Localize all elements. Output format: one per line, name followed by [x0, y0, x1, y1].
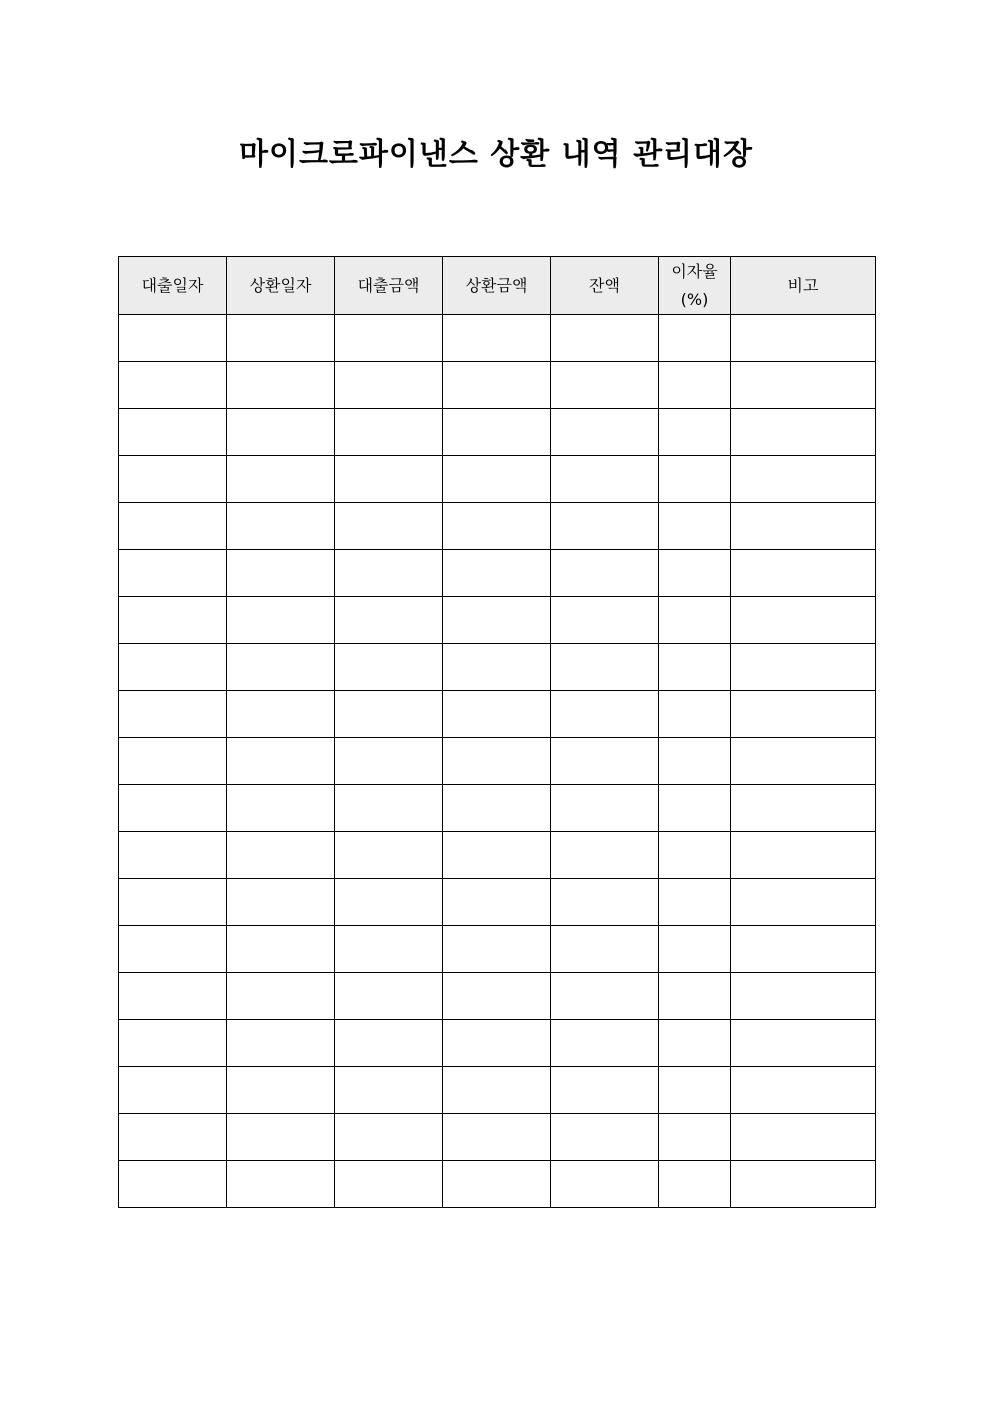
cell-interest-rate[interactable]	[659, 503, 731, 550]
cell-repayment-date[interactable]	[227, 644, 335, 691]
cell-remarks[interactable]	[731, 926, 876, 973]
cell-loan-date[interactable]	[119, 691, 227, 738]
cell-loan-date[interactable]	[119, 456, 227, 503]
cell-loan-amount[interactable]	[335, 1161, 443, 1208]
cell-interest-rate[interactable]	[659, 785, 731, 832]
cell-loan-amount[interactable]	[335, 362, 443, 409]
cell-remarks[interactable]	[731, 550, 876, 597]
cell-repayment-amount[interactable]	[443, 832, 551, 879]
cell-loan-amount[interactable]	[335, 503, 443, 550]
cell-balance[interactable]	[551, 1114, 659, 1161]
cell-repayment-date[interactable]	[227, 879, 335, 926]
header-row	[119, 257, 876, 315]
column-header-loan-amount: 대출금액	[335, 257, 443, 315]
table-row	[119, 1020, 876, 1067]
cell-repayment-date[interactable]	[227, 973, 335, 1020]
interest-rate-label: 이자율	[671, 261, 718, 281]
cell-balance[interactable]	[551, 1067, 659, 1114]
cell-loan-amount[interactable]	[335, 738, 443, 785]
cell-loan-date[interactable]	[119, 503, 227, 550]
cell-remarks[interactable]	[731, 503, 876, 550]
cell-interest-rate[interactable]	[659, 973, 731, 1020]
cell-repayment-date[interactable]	[227, 785, 335, 832]
cell-repayment-date[interactable]	[227, 550, 335, 597]
cell-balance[interactable]	[551, 597, 659, 644]
table-row	[119, 409, 876, 456]
cell-remarks[interactable]	[731, 362, 876, 409]
cell-repayment-date[interactable]	[227, 832, 335, 879]
cell-balance[interactable]	[551, 644, 659, 691]
cell-balance[interactable]	[551, 315, 659, 362]
cell-loan-amount[interactable]	[335, 1067, 443, 1114]
cell-interest-rate[interactable]	[659, 879, 731, 926]
cell-loan-amount[interactable]	[335, 597, 443, 644]
cell-remarks[interactable]	[731, 785, 876, 832]
cell-repayment-amount[interactable]	[443, 1114, 551, 1161]
table-body	[119, 315, 876, 1208]
cell-remarks[interactable]	[731, 456, 876, 503]
cell-repayment-amount[interactable]	[443, 362, 551, 409]
cell-loan-date[interactable]	[119, 409, 227, 456]
cell-interest-rate[interactable]	[659, 1161, 731, 1208]
cell-repayment-amount[interactable]	[443, 1020, 551, 1067]
cell-repayment-date[interactable]	[227, 597, 335, 644]
cell-interest-rate[interactable]	[659, 315, 731, 362]
page-title: 마이크로파이낸스 상환 내역 관리대장	[238, 137, 753, 172]
table-row	[119, 832, 876, 879]
cell-repayment-date[interactable]	[227, 503, 335, 550]
table-row	[119, 644, 876, 691]
cell-loan-date[interactable]	[119, 1114, 227, 1161]
table-row	[119, 1161, 876, 1208]
table-row	[119, 691, 876, 738]
cell-balance[interactable]	[551, 879, 659, 926]
repayment-ledger-table	[118, 256, 876, 1208]
cell-repayment-date[interactable]	[227, 409, 335, 456]
cell-repayment-amount[interactable]	[443, 973, 551, 1020]
cell-balance[interactable]	[551, 1161, 659, 1208]
cell-repayment-amount[interactable]	[443, 597, 551, 644]
table-row	[119, 926, 876, 973]
cell-loan-amount[interactable]	[335, 973, 443, 1020]
cell-balance[interactable]	[551, 550, 659, 597]
cell-remarks[interactable]	[731, 973, 876, 1020]
column-header-repayment-date: 상환일자	[227, 257, 335, 315]
cell-interest-rate[interactable]	[659, 1067, 731, 1114]
cell-repayment-amount[interactable]	[443, 456, 551, 503]
cell-loan-amount[interactable]	[335, 785, 443, 832]
cell-interest-rate[interactable]	[659, 456, 731, 503]
cell-repayment-amount[interactable]	[443, 926, 551, 973]
cell-interest-rate[interactable]	[659, 409, 731, 456]
cell-repayment-date[interactable]	[227, 738, 335, 785]
cell-balance[interactable]	[551, 1020, 659, 1067]
cell-repayment-amount[interactable]	[443, 550, 551, 597]
table-row	[119, 1067, 876, 1114]
cell-repayment-amount[interactable]	[443, 691, 551, 738]
cell-balance[interactable]	[551, 456, 659, 503]
cell-remarks[interactable]	[731, 1161, 876, 1208]
table-row	[119, 550, 876, 597]
interest-rate-unit: (%)	[680, 289, 709, 309]
cell-balance[interactable]	[551, 785, 659, 832]
cell-balance[interactable]	[551, 409, 659, 456]
cell-interest-rate[interactable]	[659, 738, 731, 785]
column-header-interest-rate	[659, 257, 731, 315]
cell-repayment-date[interactable]	[227, 1067, 335, 1114]
cell-interest-rate[interactable]	[659, 1114, 731, 1161]
cell-repayment-amount[interactable]	[443, 738, 551, 785]
table-row	[119, 973, 876, 1020]
cell-loan-amount[interactable]	[335, 832, 443, 879]
cell-remarks[interactable]	[731, 879, 876, 926]
cell-remarks[interactable]	[731, 1020, 876, 1067]
cell-remarks[interactable]	[731, 644, 876, 691]
cell-repayment-date[interactable]	[227, 1161, 335, 1208]
cell-repayment-date[interactable]	[227, 1020, 335, 1067]
cell-loan-date[interactable]	[119, 879, 227, 926]
cell-remarks[interactable]	[731, 409, 876, 456]
cell-repayment-date[interactable]	[227, 456, 335, 503]
column-header-remarks: 비고	[731, 257, 876, 315]
cell-loan-amount[interactable]	[335, 550, 443, 597]
cell-remarks[interactable]	[731, 1067, 876, 1114]
cell-loan-date[interactable]	[119, 926, 227, 973]
cell-remarks[interactable]	[731, 832, 876, 879]
cell-repayment-amount[interactable]	[443, 644, 551, 691]
cell-loan-date[interactable]	[119, 832, 227, 879]
cell-repayment-amount[interactable]	[443, 1161, 551, 1208]
cell-loan-amount[interactable]	[335, 691, 443, 738]
cell-loan-date[interactable]	[119, 1067, 227, 1114]
cell-repayment-date[interactable]	[227, 926, 335, 973]
cell-repayment-amount[interactable]	[443, 409, 551, 456]
cell-repayment-amount[interactable]	[443, 785, 551, 832]
cell-remarks[interactable]	[731, 691, 876, 738]
table-row	[119, 456, 876, 503]
cell-balance[interactable]	[551, 973, 659, 1020]
cell-loan-amount[interactable]	[335, 926, 443, 973]
cell-loan-date[interactable]	[119, 973, 227, 1020]
table-row	[119, 362, 876, 409]
cell-balance[interactable]	[551, 362, 659, 409]
cell-interest-rate[interactable]	[659, 691, 731, 738]
cell-remarks[interactable]	[731, 1114, 876, 1161]
table-row	[119, 879, 876, 926]
cell-loan-amount[interactable]	[335, 315, 443, 362]
cell-interest-rate[interactable]	[659, 926, 731, 973]
cell-interest-rate[interactable]	[659, 832, 731, 879]
cell-loan-date[interactable]	[119, 362, 227, 409]
cell-interest-rate[interactable]	[659, 362, 731, 409]
cell-balance[interactable]	[551, 691, 659, 738]
table-row	[119, 1114, 876, 1161]
cell-loan-date[interactable]	[119, 597, 227, 644]
column-header-balance: 잔액	[551, 257, 659, 315]
cell-repayment-date[interactable]	[227, 1114, 335, 1161]
cell-balance[interactable]	[551, 503, 659, 550]
cell-remarks[interactable]	[731, 597, 876, 644]
cell-loan-amount[interactable]	[335, 879, 443, 926]
cell-repayment-date[interactable]	[227, 362, 335, 409]
table-row	[119, 597, 876, 644]
table-row	[119, 738, 876, 785]
cell-interest-rate[interactable]	[659, 644, 731, 691]
cell-loan-date[interactable]	[119, 315, 227, 362]
table-row	[119, 315, 876, 362]
cell-loan-amount[interactable]	[335, 456, 443, 503]
cell-loan-amount[interactable]	[335, 644, 443, 691]
cell-repayment-date[interactable]	[227, 315, 335, 362]
table-row	[119, 503, 876, 550]
cell-loan-date[interactable]	[119, 785, 227, 832]
cell-loan-date[interactable]	[119, 1020, 227, 1067]
cell-balance[interactable]	[551, 832, 659, 879]
cell-loan-date[interactable]	[119, 550, 227, 597]
cell-interest-rate[interactable]	[659, 597, 731, 644]
cell-loan-date[interactable]	[119, 1161, 227, 1208]
cell-loan-amount[interactable]	[335, 409, 443, 456]
column-header-repayment-amount: 상환금액	[443, 257, 551, 315]
cell-repayment-amount[interactable]	[443, 879, 551, 926]
cell-loan-amount[interactable]	[335, 1114, 443, 1161]
cell-loan-amount[interactable]	[335, 1020, 443, 1067]
cell-loan-date[interactable]	[119, 644, 227, 691]
cell-interest-rate[interactable]	[659, 550, 731, 597]
cell-loan-date[interactable]	[119, 738, 227, 785]
cell-interest-rate[interactable]	[659, 1020, 731, 1067]
table-row	[119, 785, 876, 832]
cell-balance[interactable]	[551, 738, 659, 785]
cell-remarks[interactable]	[731, 315, 876, 362]
cell-repayment-amount[interactable]	[443, 315, 551, 362]
cell-repayment-date[interactable]	[227, 691, 335, 738]
cell-remarks[interactable]	[731, 738, 876, 785]
cell-balance[interactable]	[551, 926, 659, 973]
cell-repayment-amount[interactable]	[443, 1067, 551, 1114]
cell-repayment-amount[interactable]	[443, 503, 551, 550]
table-header	[119, 257, 876, 315]
column-header-loan-date: 대출일자	[119, 257, 227, 315]
